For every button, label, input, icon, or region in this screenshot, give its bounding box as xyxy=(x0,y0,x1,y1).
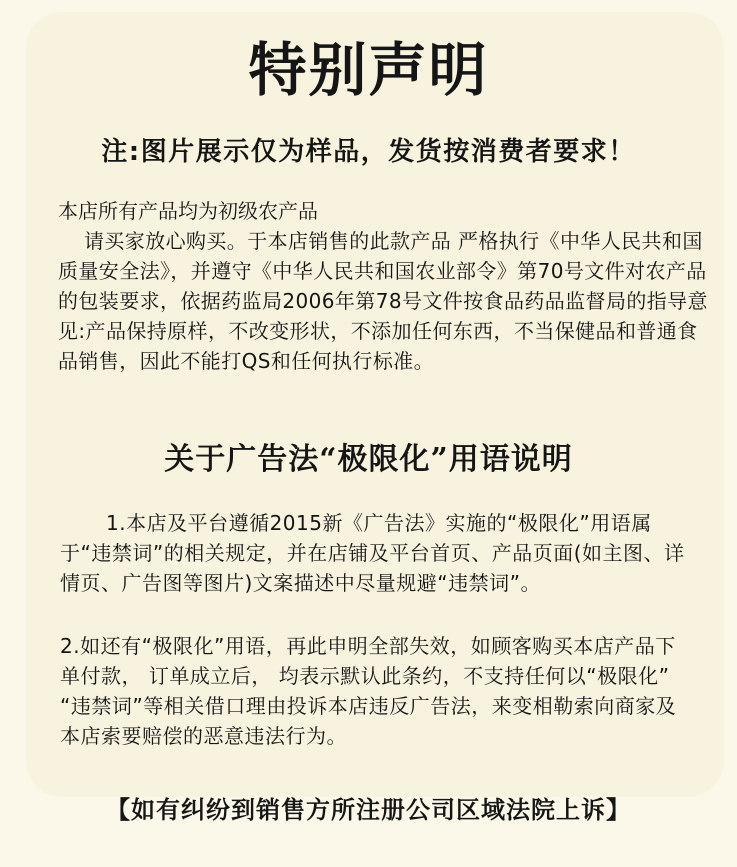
statement-paragraph: 请买家放心购买。于本店销售的此款产品 严格执行《中华人民共和国质量安全法》，并遵守《中华人民共和国农业部令》第70号文件对农产品的包装要求，依据药监局2006年第78号文件按食品药品监督局的指导意见:产品保持原样，不改变形状，不添加任何东西，不当保健品和普通食品销售，因此不能打QS和任何执行标准。 xyxy=(58,229,708,373)
ad-law-item-2: 2.如还有“极限化”用语，再此申明全部失效，如顾客购买本店产品下单付款， 订单成立后， 均表示默认此条约，不支持任何以“极限化” “违禁词”等相关借口理由投诉本店违反广告法，来变相勒索向商家及本店索要赔偿的恶意违法行为。 xyxy=(60,634,677,748)
dispute-footer: 【如有纠纷到销售方所注册公司区域法院上诉】 xyxy=(106,796,631,824)
ad-law-heading: 关于广告法“极限化”用语说明 xyxy=(164,442,573,477)
sample-note: 注:图片展示仅为样品，发货按消费者要求！ xyxy=(101,137,636,167)
page-title: 特别声明 xyxy=(248,36,489,104)
intro-line: 本店所有产品均为初级农产品 xyxy=(58,199,318,223)
ad-law-item-1: 1.本店及平台遵循2015新《广告法》实施的“极限化”用语属于“违禁词”的相关规定，并在店铺及平台首页、产品页面(如主图、详情页、广告图等图片)文案描述中尽量规避“违禁词”。 xyxy=(60,511,685,595)
